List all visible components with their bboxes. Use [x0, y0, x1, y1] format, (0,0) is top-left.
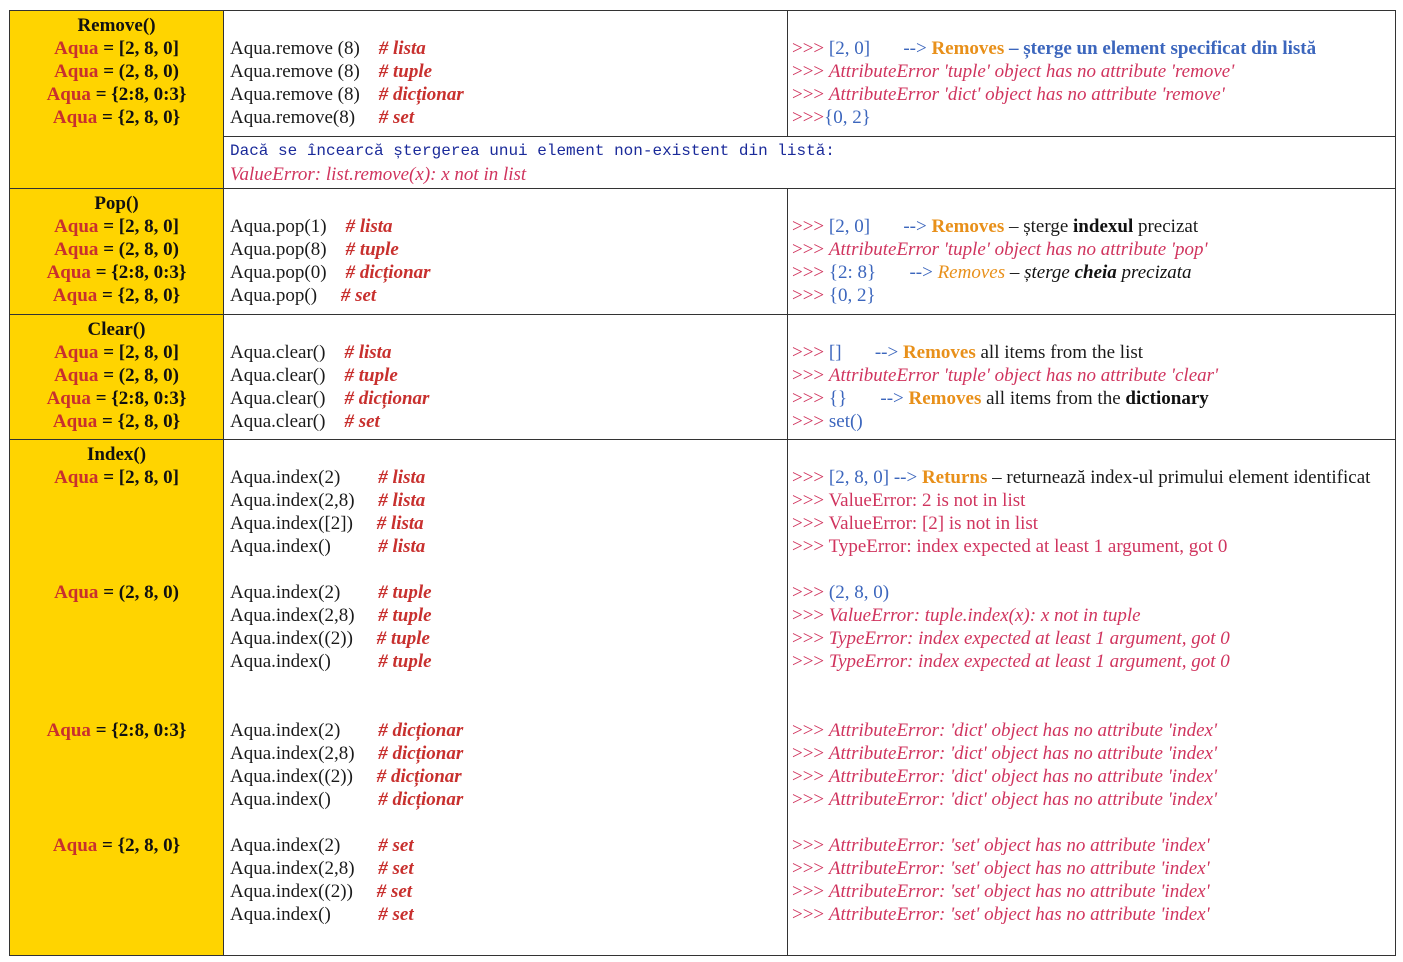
code-line: Aqua.pop(1) # lista — [230, 216, 393, 237]
remove-row — [10, 11, 1396, 137]
code-line: Aqua.clear() # lista — [230, 342, 392, 363]
output-line: >>> {2: 8} --> Removes – șterge cheia precizata — [792, 262, 1192, 283]
note-error: ValueError: list.remove(x): x not in list — [230, 164, 527, 185]
note-text: Dacă se încearcă ștergerea unui element non-existent din listă: — [230, 142, 835, 160]
remove-note — [224, 137, 1396, 189]
index-output — [788, 440, 1396, 956]
pop-side — [10, 189, 224, 315]
var-line: Aqua = {2:8, 0:3} — [46, 388, 187, 409]
output-line: >>> AttributeError 'tuple' object has no attribute 'remove' — [792, 61, 1235, 82]
output-line: >>> {0, 2} — [792, 285, 876, 306]
output-line: >>> [2, 0] --> Removes – șterge un element specificat din listă — [792, 38, 1317, 59]
code-line: Aqua.remove (8) # tuple — [230, 61, 433, 82]
clear-code — [224, 315, 788, 440]
code-line: Aqua.index((2)) # set — [230, 881, 413, 902]
var-line: Aqua = (2, 8, 0) — [54, 239, 179, 260]
output-line: >>>{0, 2} — [792, 107, 871, 128]
output-line: >>> ValueError: 2 is not in list — [792, 490, 1026, 511]
var-line: Aqua = {2:8, 0:3} — [46, 84, 187, 105]
code-line: Aqua.remove (8) # lista — [230, 38, 426, 59]
pop-row — [10, 189, 1396, 315]
output-line: >>> {} --> Removes all items from the dictionary — [792, 388, 1209, 409]
var-line: Aqua = {2:8, 0:3} — [46, 262, 187, 283]
code-line: Aqua.index() # lista — [230, 536, 426, 557]
methods-table — [9, 10, 1396, 956]
output-line: >>> AttributeError: 'set' object has no attribute 'index' — [792, 858, 1210, 879]
output-line: >>> AttributeError: 'dict' object has no attribute 'index' — [792, 766, 1218, 787]
code-line: Aqua.index(2,8) # lista — [230, 490, 426, 511]
var-line: Aqua = [2, 8, 0] — [54, 342, 179, 363]
code-line: Aqua.pop(8) # tuple — [230, 239, 399, 260]
var-line: Aqua = (2, 8, 0) — [54, 365, 179, 386]
reference-sheet — [9, 10, 1395, 956]
index-code — [224, 440, 788, 956]
var-line: Aqua = (2, 8, 0) — [54, 61, 179, 82]
code-line: Aqua.remove (8) # dicționar — [230, 84, 464, 105]
method-title: Remove() — [77, 15, 156, 36]
output-line: >>> AttributeError 'tuple' object has no attribute 'pop' — [792, 239, 1208, 260]
output-line: >>> (2, 8, 0) — [792, 582, 890, 603]
var-line: Aqua = [2, 8, 0] — [54, 216, 179, 237]
var-line: Aqua = {2:8, 0:3} — [46, 720, 187, 741]
code-line: Aqua.clear() # dicționar — [230, 388, 430, 409]
code-line: Aqua.index(2,8) # tuple — [230, 605, 432, 626]
code-line: Aqua.index((2)) # dicționar — [230, 766, 462, 787]
code-line: Aqua.index(2,8) # set — [230, 858, 414, 879]
var-line: Aqua = (2, 8, 0) — [54, 582, 179, 603]
output-line: >>> ValueError: tuple.index(x): x not in tuple — [792, 605, 1141, 626]
output-line: >>> AttributeError: 'set' object has no attribute 'index' — [792, 904, 1210, 925]
code-line: Aqua.index(2) # set — [230, 835, 414, 856]
clear-row — [10, 315, 1396, 440]
var-line: Aqua = [2, 8, 0] — [54, 467, 179, 488]
code-line: Aqua.index(2) # tuple — [230, 582, 432, 603]
code-line: Aqua.pop(0) # dicționar — [230, 262, 431, 283]
method-title: Clear() — [87, 319, 146, 340]
clear-side — [10, 315, 224, 440]
output-line: >>> AttributeError: 'set' object has no attribute 'index' — [792, 835, 1210, 856]
code-line: Aqua.index() # tuple — [230, 651, 432, 672]
code-line: Aqua.pop() # set — [230, 285, 377, 306]
code-line: Aqua.index() # dicționar — [230, 789, 464, 810]
output-line: >>> AttributeError: 'dict' object has no attribute 'index' — [792, 789, 1218, 810]
method-title: Index() — [86, 444, 147, 465]
output-line: >>> [2, 8, 0] --> Returns – returnează index-ul primului element identificat — [792, 467, 1371, 488]
output-line: >>> TypeError: index expected at least 1 argument, got 0 — [792, 651, 1230, 672]
output-line: >>> TypeError: index expected at least 1 argument, got 0 — [792, 536, 1228, 557]
code-line: Aqua.index([2]) # lista — [230, 513, 424, 534]
remove-side — [10, 11, 224, 189]
remove-code — [224, 11, 788, 137]
var-line: Aqua = {2, 8, 0} — [52, 107, 181, 128]
code-line: Aqua.index(2) # dicționar — [230, 720, 464, 741]
index-row — [10, 440, 1396, 956]
code-line: Aqua.remove(8) # set — [230, 107, 415, 128]
output-line: >>> ValueError: [2] is not in list — [792, 513, 1039, 534]
output-line: >>> [2, 0] --> Removes – șterge indexul precizat — [792, 216, 1199, 237]
code-line: Aqua.clear() # tuple — [230, 365, 398, 386]
method-title: Pop() — [94, 193, 139, 214]
output-line: >>> AttributeError: 'set' object has no attribute 'index' — [792, 881, 1210, 902]
var-line: Aqua = {2, 8, 0} — [52, 411, 181, 432]
code-line: Aqua.index((2)) # tuple — [230, 628, 430, 649]
output-line: >>> AttributeError: 'dict' object has no attribute 'index' — [792, 720, 1218, 741]
output-line: >>> AttributeError 'tuple' object has no attribute 'clear' — [792, 365, 1219, 386]
index-side — [10, 440, 224, 956]
remove-output — [788, 11, 1396, 137]
pop-code — [224, 189, 788, 315]
code-line: Aqua.index(2) # lista — [230, 467, 426, 488]
pop-output — [788, 189, 1396, 315]
clear-output — [788, 315, 1396, 440]
code-line: Aqua.index(2,8) # dicționar — [230, 743, 464, 764]
var-line: Aqua = {2, 8, 0} — [52, 285, 181, 306]
output-line: >>> [] --> Removes all items from the list — [792, 342, 1144, 363]
var-line: Aqua = [2, 8, 0] — [54, 38, 179, 59]
output-line: >>> AttributeError: 'dict' object has no attribute 'index' — [792, 743, 1218, 764]
output-line: >>> TypeError: index expected at least 1 argument, got 0 — [792, 628, 1230, 649]
code-line: Aqua.index() # set — [230, 904, 414, 925]
output-line: >>> set() — [792, 411, 863, 432]
output-line: >>> AttributeError 'dict' object has no attribute 'remove' — [792, 84, 1225, 105]
code-line: Aqua.clear() # set — [230, 411, 380, 432]
var-line: Aqua = {2, 8, 0} — [52, 835, 181, 856]
